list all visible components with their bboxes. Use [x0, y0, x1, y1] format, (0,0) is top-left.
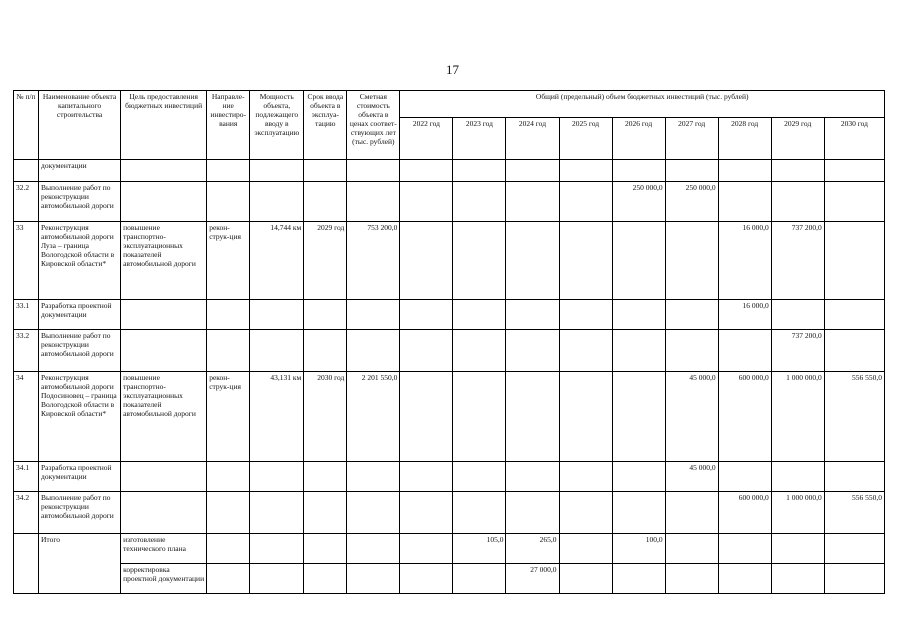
row-year-value: [665, 222, 718, 300]
row-year-value: [824, 462, 884, 492]
row-year-value: [665, 160, 718, 182]
total-year-value: [665, 564, 718, 594]
header-term: Срок ввода объекта в эксплуа-тацию: [304, 91, 347, 160]
row-year-value: [559, 372, 612, 462]
row-capacity: [250, 492, 304, 534]
total-empty-cell: [304, 534, 347, 564]
total-year-value: 265,0: [506, 534, 559, 564]
row-estimate: 753 200,0: [347, 222, 400, 300]
row-term: 2029 год: [304, 222, 347, 300]
header-year: 2029 год: [771, 118, 824, 160]
row-name: Выполнение работ по реконструкции автомобильной дороги: [39, 330, 121, 372]
table-row: [14, 160, 885, 182]
row-year-value: [824, 222, 884, 300]
row-year-value: [453, 492, 506, 534]
row-name: документации: [39, 160, 121, 182]
row-name: Выполнение работ по реконструкции автомобильной дороги: [39, 492, 121, 534]
row-year-value: [506, 160, 559, 182]
row-year-value: [824, 160, 884, 182]
row-year-value: [506, 222, 559, 300]
row-year-value: [718, 182, 771, 222]
total-year-value: [718, 534, 771, 564]
total-year-value: 105,0: [453, 534, 506, 564]
header-direction: Направле-ние инвестиро-вания: [207, 91, 250, 160]
row-capacity: [250, 160, 304, 182]
total-year-value: [453, 564, 506, 594]
row-year-value: [824, 182, 884, 222]
row-year-value: [400, 222, 453, 300]
header-year: 2022 год: [400, 118, 453, 160]
row-estimate: [347, 330, 400, 372]
row-year-value: 737 200,0: [771, 330, 824, 372]
row-year-value: [453, 222, 506, 300]
row-term: [304, 492, 347, 534]
row-year-value: [453, 372, 506, 462]
row-goal: [121, 182, 207, 222]
row-goal: [121, 300, 207, 330]
row-name: Разработка проектной документации: [39, 300, 121, 330]
row-year-value: [453, 182, 506, 222]
row-capacity: 43,131 км: [250, 372, 304, 462]
row-year-value: [400, 300, 453, 330]
total-year-value: [559, 534, 612, 564]
row-year-value: [665, 300, 718, 330]
row-year-value: [506, 182, 559, 222]
row-year-value: 45 000,0: [665, 372, 718, 462]
row-name: Реконструкция автомобильной дороги Луза – граница Вологодской области в Кировской области*: [39, 222, 121, 300]
total-num: [14, 534, 39, 594]
row-num: 34: [14, 372, 39, 462]
row-year-value: 556 550,0: [824, 492, 884, 534]
row-year-value: [824, 330, 884, 372]
row-capacity: [250, 182, 304, 222]
total-empty-cell: [207, 564, 250, 594]
row-year-value: [400, 372, 453, 462]
row-year-value: 16 000,0: [718, 222, 771, 300]
row-direction: [207, 300, 250, 330]
row-goal: повышение транспортно-эксплуатационных показателей автомобильной дороги: [121, 372, 207, 462]
row-year-value: [612, 372, 665, 462]
row-year-value: [612, 462, 665, 492]
row-year-value: [400, 330, 453, 372]
row-year-value: [612, 222, 665, 300]
total-year-value: [559, 564, 612, 594]
row-estimate: [347, 182, 400, 222]
row-year-value: 45 000,0: [665, 462, 718, 492]
header-total-group: Общий (предельный) объем бюджетных инвестиций (тыс. рублей): [400, 91, 885, 118]
row-year-value: [559, 222, 612, 300]
row-direction: [207, 330, 250, 372]
table-row: [14, 222, 885, 300]
row-name: Разработка проектной документации: [39, 462, 121, 492]
investment-table: [13, 90, 885, 594]
row-year-value: 600 000,0: [718, 492, 771, 534]
row-year-value: [506, 330, 559, 372]
header-year: 2027 год: [665, 118, 718, 160]
total-year-value: [771, 534, 824, 564]
row-name: Реконструкция автомобильной дороги Подосиновец – граница Вологодской области в Кировской области*: [39, 372, 121, 462]
row-goal: повышение транспортно-эксплуатационных показателей автомобильной дороги: [121, 222, 207, 300]
row-direction: рекон-струк-ция: [207, 372, 250, 462]
row-year-value: [506, 492, 559, 534]
header-year: 2028 год: [718, 118, 771, 160]
row-estimate: [347, 300, 400, 330]
row-direction: [207, 160, 250, 182]
total-empty-cell: [250, 534, 304, 564]
row-year-value: [559, 300, 612, 330]
total-year-value: [824, 534, 884, 564]
row-year-value: [718, 462, 771, 492]
row-goal: [121, 160, 207, 182]
total-goal: изготовление технического плана: [121, 534, 207, 564]
row-year-value: [718, 330, 771, 372]
row-direction: рекон-струк-ция: [207, 222, 250, 300]
total-year-value: [612, 564, 665, 594]
row-year-value: [559, 160, 612, 182]
total-row: [14, 534, 885, 564]
row-num: 33.2: [14, 330, 39, 372]
row-year-value: [771, 182, 824, 222]
row-year-value: [612, 492, 665, 534]
header-year: 2026 год: [612, 118, 665, 160]
row-year-value: [400, 462, 453, 492]
row-year-value: [771, 300, 824, 330]
row-num: 32.2: [14, 182, 39, 222]
row-year-value: [453, 462, 506, 492]
total-goal: корректировка проектной документации: [121, 564, 207, 594]
row-term: [304, 300, 347, 330]
page-number: 17: [446, 62, 459, 77]
table-row: [14, 462, 885, 492]
row-goal: [121, 462, 207, 492]
row-year-value: [506, 462, 559, 492]
row-capacity: [250, 330, 304, 372]
row-capacity: 14,744 км: [250, 222, 304, 300]
header-name: Наименование объекта капитального строительства: [39, 91, 121, 160]
row-year-value: [771, 160, 824, 182]
row-term: [304, 462, 347, 492]
row-year-value: [453, 300, 506, 330]
row-year-value: 250 000,0: [612, 182, 665, 222]
row-num: 33: [14, 222, 39, 300]
row-num: [14, 160, 39, 182]
table-row: [14, 330, 885, 372]
row-num: 34.2: [14, 492, 39, 534]
table-row: [14, 182, 885, 222]
row-year-value: [506, 372, 559, 462]
row-year-value: [824, 300, 884, 330]
row-year-value: [453, 160, 506, 182]
total-row: [14, 564, 885, 594]
row-year-value: [559, 330, 612, 372]
row-year-value: [612, 330, 665, 372]
row-year-value: [506, 300, 559, 330]
row-num: 34.1: [14, 462, 39, 492]
total-year-value: [400, 534, 453, 564]
total-empty-cell: [250, 564, 304, 594]
row-year-value: 737 200,0: [771, 222, 824, 300]
row-capacity: [250, 462, 304, 492]
row-term: [304, 330, 347, 372]
row-estimate: 2 201 550,0: [347, 372, 400, 462]
total-year-value: [824, 564, 884, 594]
header-year: 2030 год: [824, 118, 884, 160]
row-year-value: [559, 182, 612, 222]
total-empty-cell: [347, 564, 400, 594]
row-year-value: [453, 330, 506, 372]
row-term: 2030 год: [304, 372, 347, 462]
row-year-value: 1 000 000,0: [771, 492, 824, 534]
row-year-value: [400, 492, 453, 534]
row-year-value: 250 000,0: [665, 182, 718, 222]
row-year-value: 600 000,0: [718, 372, 771, 462]
row-year-value: [559, 492, 612, 534]
row-goal: [121, 492, 207, 534]
header-estimate: Сметная стоимость объекта в ценах соответ-ствующих лет (тыс. рублей): [347, 91, 400, 160]
row-term: [304, 160, 347, 182]
row-year-value: [612, 160, 665, 182]
row-direction: [207, 182, 250, 222]
total-year-value: [718, 564, 771, 594]
row-year-value: [400, 160, 453, 182]
row-direction: [207, 462, 250, 492]
row-goal: [121, 330, 207, 372]
row-capacity: [250, 300, 304, 330]
row-estimate: [347, 160, 400, 182]
row-year-value: [612, 300, 665, 330]
total-empty-cell: [207, 534, 250, 564]
row-year-value: [400, 182, 453, 222]
row-name: Выполнение работ по реконструкции автомобильной дороги: [39, 182, 121, 222]
total-year-value: [400, 564, 453, 594]
total-empty-cell: [347, 534, 400, 564]
total-label: Итого: [39, 534, 121, 594]
table-row: [14, 492, 885, 534]
header-year: 2024 год: [506, 118, 559, 160]
row-term: [304, 182, 347, 222]
total-year-value: 100,0: [612, 534, 665, 564]
row-year-value: [771, 462, 824, 492]
row-num: 33.1: [14, 300, 39, 330]
total-year-value: 27 000,0: [506, 564, 559, 594]
header-year: 2023 год: [453, 118, 506, 160]
row-year-value: 556 550,0: [824, 372, 884, 462]
row-year-value: [665, 492, 718, 534]
header-year: 2025 год: [559, 118, 612, 160]
header-num: № п/п: [14, 91, 39, 160]
row-year-value: 16 000,0: [718, 300, 771, 330]
row-estimate: [347, 492, 400, 534]
table-row: [14, 372, 885, 462]
row-year-value: [718, 160, 771, 182]
header-goal: Цель предоставления бюджетных инвестиций: [121, 91, 207, 160]
total-year-value: [771, 564, 824, 594]
header-capacity: Мощность объекта, подлежащего вводу в эксплуатацию: [250, 91, 304, 160]
total-empty-cell: [304, 564, 347, 594]
total-year-value: [665, 534, 718, 564]
table-row: [14, 300, 885, 330]
row-estimate: [347, 462, 400, 492]
row-direction: [207, 492, 250, 534]
row-year-value: 1 000 000,0: [771, 372, 824, 462]
row-year-value: [665, 330, 718, 372]
row-year-value: [559, 462, 612, 492]
